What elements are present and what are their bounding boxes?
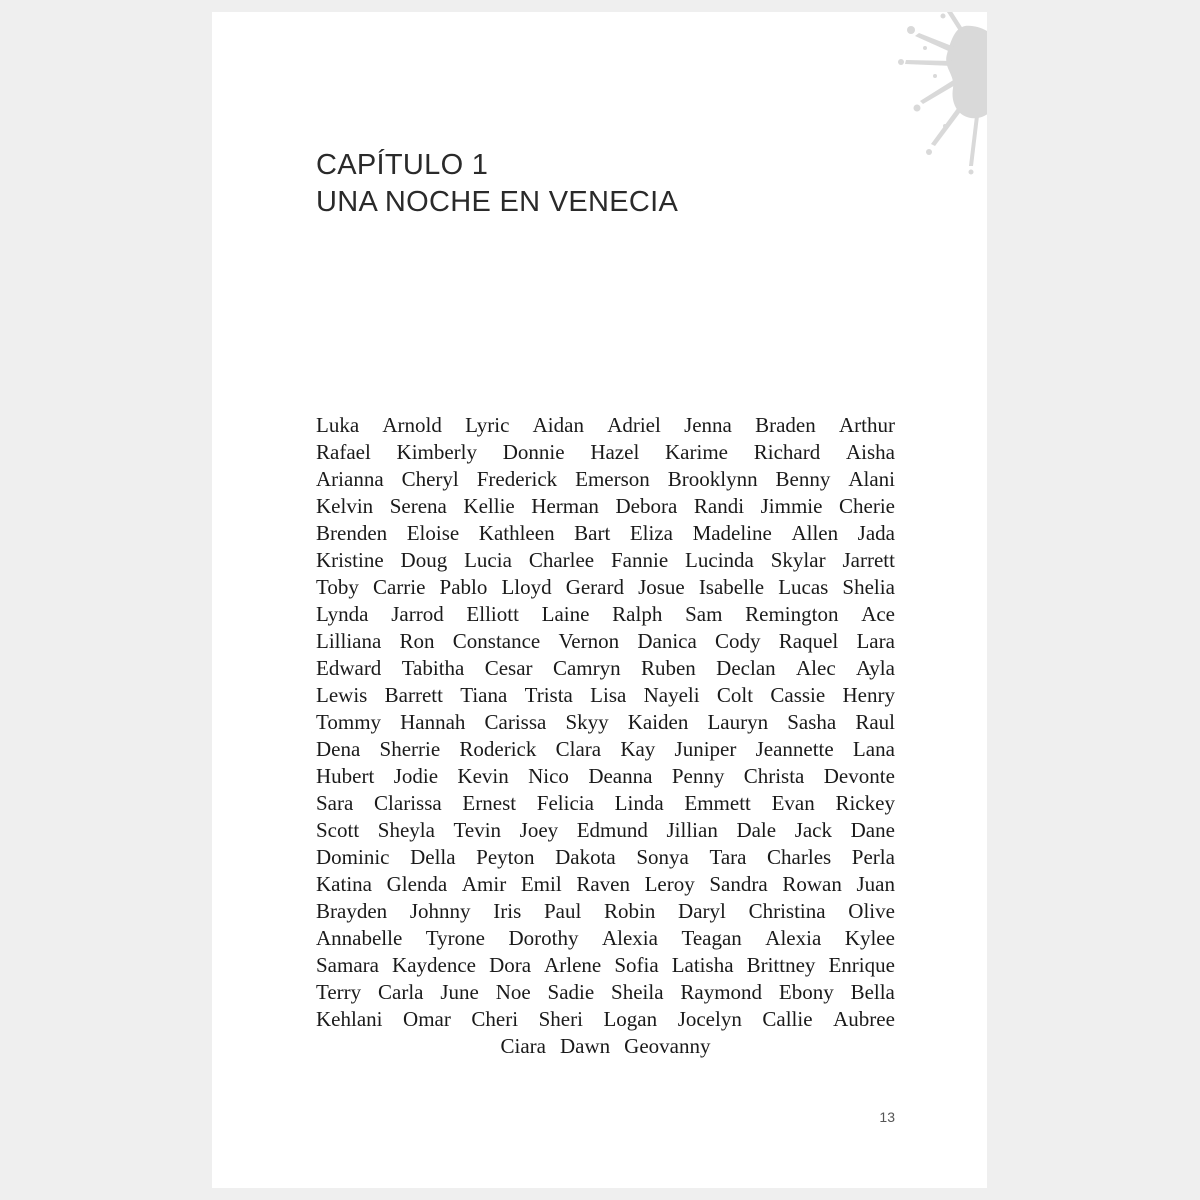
- word: Jodie: [393, 764, 439, 788]
- word: Constance: [452, 629, 541, 653]
- word: Hannah: [400, 710, 466, 734]
- word: Felicia: [536, 791, 594, 815]
- word: Eliza: [629, 521, 673, 545]
- word: Kimberly: [396, 440, 478, 464]
- word: Nico: [528, 764, 569, 788]
- word: Devonte: [823, 764, 895, 788]
- word: Clarissa: [374, 791, 442, 815]
- word: Brooklynn: [667, 467, 758, 491]
- word: Omar: [403, 1007, 451, 1031]
- word: Cesar: [484, 656, 533, 680]
- word: Alexia: [765, 926, 822, 950]
- word: Donnie: [502, 440, 565, 464]
- word: Herman: [531, 494, 599, 518]
- word: Danica: [637, 629, 697, 653]
- word: Lloyd: [501, 575, 552, 599]
- word: Carrie: [372, 575, 426, 599]
- word: Sheyla: [377, 818, 435, 842]
- word: Emmett: [684, 791, 751, 815]
- word: Aisha: [845, 440, 895, 464]
- word: Shelia: [842, 575, 895, 599]
- word: Daryl: [678, 899, 726, 923]
- word: Iris: [493, 899, 522, 923]
- word: Cheryl: [401, 467, 459, 491]
- text-line: [316, 1006, 895, 1033]
- word: Adriel: [607, 413, 661, 437]
- word: Henry: [842, 683, 895, 707]
- word: Robin: [604, 899, 656, 923]
- text-line: [316, 601, 895, 628]
- word: Trista: [524, 683, 573, 707]
- word: Madeline: [692, 521, 772, 545]
- word: Rickey: [835, 791, 895, 815]
- text-line: [316, 466, 895, 493]
- ink-splash-decoration: [895, 12, 987, 181]
- word: Jimmie: [760, 494, 823, 518]
- word: Charlee: [528, 548, 595, 572]
- word: Sam: [685, 602, 723, 626]
- text-line: [316, 520, 895, 547]
- word: Serena: [389, 494, 447, 518]
- word: Aubree: [833, 1007, 895, 1031]
- word: Arlene: [544, 953, 602, 977]
- word: Bart: [574, 521, 611, 545]
- word: Terry: [316, 980, 362, 1004]
- word: Debora: [615, 494, 678, 518]
- word: Emerson: [575, 467, 650, 491]
- word: Penny: [671, 764, 725, 788]
- word: Kay: [620, 737, 656, 761]
- word: Christina: [748, 899, 826, 923]
- word: Laine: [541, 602, 590, 626]
- word: Logan: [603, 1007, 658, 1031]
- word: Teagan: [681, 926, 742, 950]
- word: Sheila: [611, 980, 664, 1004]
- word: Kellie: [463, 494, 515, 518]
- text-line: [316, 817, 895, 844]
- text-line: [316, 682, 895, 709]
- word: Kristine: [316, 548, 384, 572]
- word: Deanna: [588, 764, 653, 788]
- word: Raul: [855, 710, 895, 734]
- word: Edward: [316, 656, 382, 680]
- word: Sasha: [787, 710, 837, 734]
- word: Leroy: [644, 872, 695, 896]
- word: Kaydence: [392, 953, 476, 977]
- word: Colt: [716, 683, 754, 707]
- text-line: [316, 628, 895, 655]
- word: Benny: [775, 467, 831, 491]
- word: Lauryn: [707, 710, 769, 734]
- word: Enrique: [828, 953, 895, 977]
- word: Ace: [861, 602, 895, 626]
- word: Cherie: [839, 494, 895, 518]
- word: Arnold: [382, 413, 442, 437]
- word: Randi: [693, 494, 745, 518]
- word: Pablo: [439, 575, 488, 599]
- word: Ernest: [462, 791, 517, 815]
- text-line: [316, 493, 895, 520]
- word: Linda: [614, 791, 664, 815]
- word: Dora: [489, 953, 532, 977]
- text-line: [316, 655, 895, 682]
- word: Lyric: [465, 413, 510, 437]
- word: Sadie: [547, 980, 595, 1004]
- word: Ayla: [856, 656, 895, 680]
- word: Scott: [316, 818, 360, 842]
- word: Dane: [850, 818, 895, 842]
- word: Cheri: [471, 1007, 519, 1031]
- word: Lana: [852, 737, 895, 761]
- word: Charles: [767, 845, 832, 869]
- word: Arthur: [838, 413, 895, 437]
- word: Dominic: [316, 845, 390, 869]
- text-line: [316, 790, 895, 817]
- word: Evan: [771, 791, 815, 815]
- word: Sara: [316, 791, 354, 815]
- word: Kelvin: [316, 494, 374, 518]
- word: Alec: [796, 656, 836, 680]
- text-line: [316, 736, 895, 763]
- word: Ralph: [612, 602, 663, 626]
- chapter-heading: [316, 147, 678, 221]
- word: Braden: [755, 413, 816, 437]
- word: Hazel: [590, 440, 640, 464]
- body-paragraph: [316, 412, 895, 1060]
- word: Amir: [461, 872, 507, 896]
- word: Raven: [576, 872, 630, 896]
- word: Lucia: [464, 548, 512, 572]
- word: Doug: [400, 548, 448, 572]
- text-line: [316, 1033, 895, 1060]
- word: Katina: [316, 872, 372, 896]
- word: Kehlani: [316, 1007, 383, 1031]
- word: Lucinda: [685, 548, 754, 572]
- word: Clara: [555, 737, 602, 761]
- word: Ciara: [500, 1034, 546, 1058]
- word: Latisha: [671, 953, 734, 977]
- word: Annabelle: [316, 926, 403, 950]
- word: Joey: [519, 818, 559, 842]
- word: Dawn: [560, 1034, 611, 1058]
- word: Perla: [851, 845, 895, 869]
- word: Raquel: [778, 629, 839, 653]
- word: Kathleen: [478, 521, 555, 545]
- word: Rowan: [782, 872, 842, 896]
- page-number: 13: [879, 1109, 895, 1125]
- word: Luka: [316, 413, 360, 437]
- word: June: [440, 980, 479, 1004]
- word: Dena: [316, 737, 361, 761]
- word: Vernon: [558, 629, 620, 653]
- word: Olive: [848, 899, 895, 923]
- text-line: [316, 952, 895, 979]
- word: Della: [410, 845, 456, 869]
- word: Jillian: [666, 818, 718, 842]
- word: Eloise: [406, 521, 460, 545]
- word: Lewis: [316, 683, 368, 707]
- word: Cody: [715, 629, 761, 653]
- word: Jarrett: [842, 548, 895, 572]
- word: Raymond: [680, 980, 763, 1004]
- word: Jarrod: [391, 602, 444, 626]
- word: Paul: [543, 899, 582, 923]
- word: Glenda: [386, 872, 448, 896]
- text-line: [316, 871, 895, 898]
- word: Samara: [316, 953, 379, 977]
- word: Kaiden: [627, 710, 689, 734]
- word: Jack: [794, 818, 833, 842]
- text-line: [316, 439, 895, 466]
- word: Skylar: [770, 548, 826, 572]
- text-line: [316, 898, 895, 925]
- word: Gerard: [565, 575, 624, 599]
- word: Sheri: [538, 1007, 583, 1031]
- word: Dorothy: [508, 926, 579, 950]
- word: Tiana: [460, 683, 508, 707]
- word: Karime: [665, 440, 728, 464]
- word: Richard: [753, 440, 821, 464]
- text-line: [316, 547, 895, 574]
- text-line: [316, 763, 895, 790]
- word: Carissa: [484, 710, 547, 734]
- word: Kevin: [457, 764, 509, 788]
- word: Edmund: [576, 818, 648, 842]
- word: Kylee: [844, 926, 895, 950]
- word: Alani: [848, 467, 895, 491]
- text-line: [316, 925, 895, 952]
- word: Emil: [520, 872, 562, 896]
- word: Juniper: [674, 737, 737, 761]
- word: Roderick: [459, 737, 537, 761]
- word: Sofia: [614, 953, 659, 977]
- word: Remington: [745, 602, 839, 626]
- book-page: [212, 12, 987, 1188]
- word: Tabitha: [401, 656, 465, 680]
- word: Noe: [495, 980, 531, 1004]
- word: Allen: [791, 521, 839, 545]
- text-line: [316, 574, 895, 601]
- word: Ebony: [778, 980, 834, 1004]
- word: Barrett: [384, 683, 443, 707]
- word: Tara: [709, 845, 747, 869]
- word: Dakota: [555, 845, 616, 869]
- word: Tyrone: [425, 926, 485, 950]
- word: Dale: [736, 818, 777, 842]
- word: Geovanny: [624, 1034, 711, 1058]
- word: Jocelyn: [677, 1007, 742, 1031]
- word: Brenden: [316, 521, 388, 545]
- word: Sherrie: [379, 737, 441, 761]
- text-line: [316, 844, 895, 871]
- word: Arianna: [316, 467, 384, 491]
- word: Jenna: [684, 413, 732, 437]
- word: Isabelle: [698, 575, 765, 599]
- word: Lilliana: [316, 629, 382, 653]
- word: Jada: [857, 521, 895, 545]
- text-line: [316, 709, 895, 736]
- word: Brittney: [746, 953, 816, 977]
- word: Lisa: [590, 683, 627, 707]
- word: Jeannette: [755, 737, 834, 761]
- word: Josue: [638, 575, 685, 599]
- word: Callie: [762, 1007, 813, 1031]
- word: Johnny: [409, 899, 471, 923]
- word: Lynda: [316, 602, 369, 626]
- word: Christa: [743, 764, 805, 788]
- text-line: [316, 412, 895, 439]
- word: Lucas: [778, 575, 829, 599]
- word: Juan: [856, 872, 895, 896]
- word: Bella: [850, 980, 895, 1004]
- word: Rafael: [316, 440, 371, 464]
- word: Carla: [378, 980, 424, 1004]
- word: Ruben: [640, 656, 696, 680]
- word: Declan: [716, 656, 776, 680]
- text-line: [316, 979, 895, 1006]
- word: Fannie: [611, 548, 669, 572]
- word: Alexia: [601, 926, 658, 950]
- word: Cassie: [770, 683, 826, 707]
- word: Skyy: [565, 710, 609, 734]
- word: Nayeli: [643, 683, 700, 707]
- word: Brayden: [316, 899, 388, 923]
- chapter-title: UNA NOCHE EN VENECIA: [316, 186, 679, 218]
- word: Frederick: [476, 467, 558, 491]
- word: Ron: [399, 629, 435, 653]
- word: Aidan: [532, 413, 584, 437]
- word: Toby: [316, 575, 359, 599]
- word: Tommy: [316, 710, 382, 734]
- word: Elliott: [466, 602, 519, 626]
- chapter-number: CAPÍTULO 1: [316, 149, 489, 181]
- word: Lara: [856, 629, 895, 653]
- word: Hubert: [316, 764, 375, 788]
- word: Sandra: [709, 872, 768, 896]
- word: Peyton: [476, 845, 535, 869]
- word: Camryn: [552, 656, 621, 680]
- word: Tevin: [453, 818, 502, 842]
- word: Sonya: [636, 845, 689, 869]
